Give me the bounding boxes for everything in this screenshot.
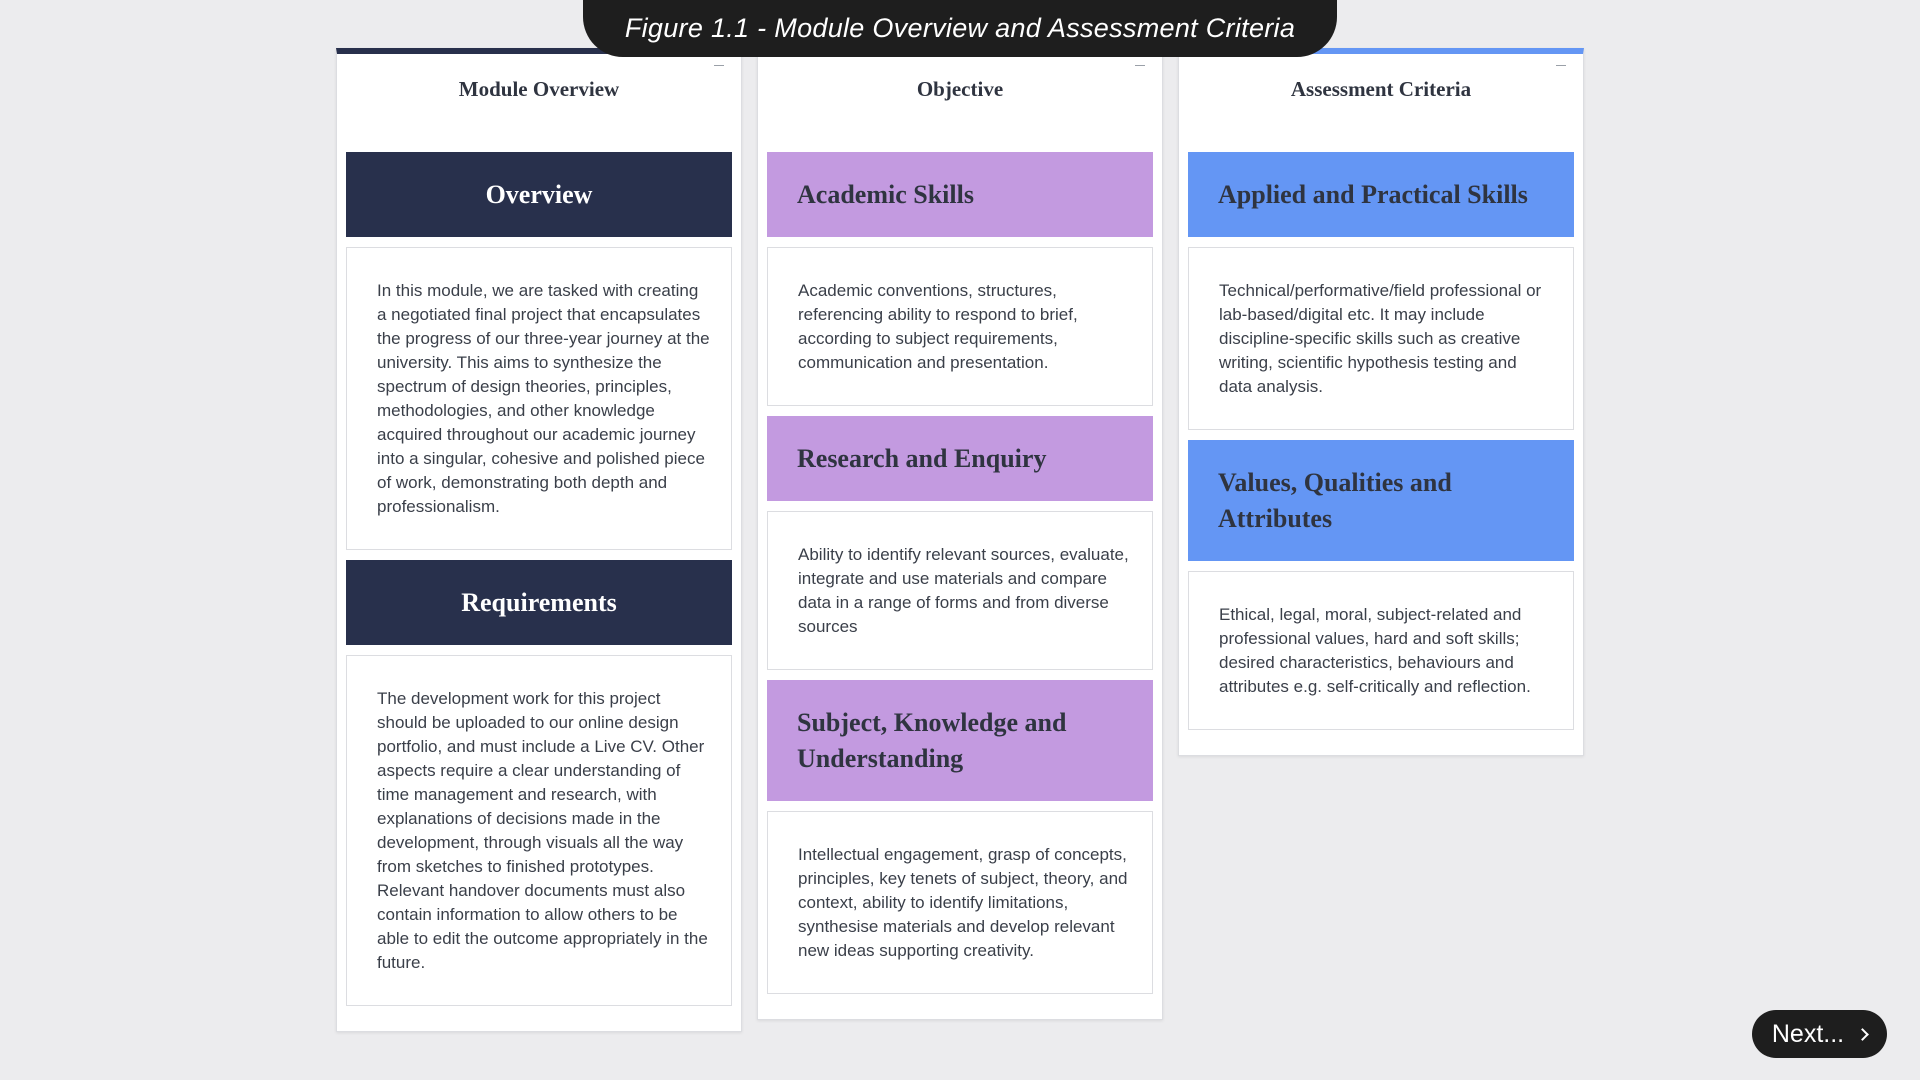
column-header [346,54,732,142]
figure-caption: Figure 1.1 - Module Overview and Assessment Criteria [583,0,1337,57]
card-title-subject-knowledge[interactable]: Subject, Knowledge and Understanding [767,680,1153,801]
column-objective [757,48,1163,1020]
card-body-subject-knowledge: Intellectual engagement, grasp of concepts, principles, key tenets of subject, theory, and context, ability to identify limitations, synthesise materials and develop relevant new ideas supporting creativity. [767,811,1153,994]
card-body-values-qualities: Ethical, legal, moral, subject-related and professional values, hard and soft skills; desired characteristics, behaviours and attributes e.g. self-critically and reflection. [1188,571,1574,730]
minus-icon[interactable] [710,58,728,72]
column-module-overview [336,48,742,1032]
column-title: Assessment Criteria [1290,77,1472,101]
card-title-research-and-enquiry[interactable]: Research and Enquiry [767,416,1153,501]
next-button[interactable] [1752,1010,1887,1058]
chevron-right-icon [1856,1028,1869,1041]
column-header [767,54,1153,142]
card-body-applied-practical-skills: Technical/performative/field professional or lab-based/digital etc. It may include discipline-specific skills such as creative writing, scientific hypothesis testing and data analysis. [1188,247,1574,430]
card-title-applied-practical-skills[interactable]: Applied and Practical Skills [1188,152,1574,237]
column-title: Module Overview [458,77,620,101]
card-body-overview: In this module, we are tasked with creating a negotiated final project that encapsulates the progress of our three-year journey at the university. This aims to synthesize the spectrum of design theories, principles, methodologies, and other knowledge acquired throughout our academic journey into a singular, cohesive and polished piece of work, demonstrating both depth and professionalism. [346,247,732,550]
minus-icon[interactable] [1552,58,1570,72]
card-body-requirements: The development work for this project should be uploaded to our online design portfolio, and must include a Live CV. Other aspects require a clear understanding of time management and research, with explanations of decisions made in the development, through visuals all the way from sketches to finished prototypes. Relevant handover documents must also contain information to allow others to be able to edit the outcome appropriately in the future. [346,655,732,1006]
card-title-overview[interactable]: Overview [346,152,732,237]
card-body-research-and-enquiry: Ability to identify relevant sources, evaluate, integrate and use materials and compare data in a range of forms and from diverse sources [767,511,1153,670]
column-header [1188,54,1574,142]
card-body-academic-skills: Academic conventions, structures, referencing ability to respond to brief, according to subject requirements, communication and presentation. [767,247,1153,406]
column-title: Objective [916,77,1004,101]
card-title-requirements[interactable]: Requirements [346,560,732,645]
card-title-values-qualities[interactable]: Values, Qualities and Attributes [1188,440,1574,561]
next-button-label: Next... [1771,1019,1845,1048]
card-title-academic-skills[interactable]: Academic Skills [767,152,1153,237]
column-assessment-criteria [1178,48,1584,756]
minus-icon[interactable] [1131,58,1149,72]
